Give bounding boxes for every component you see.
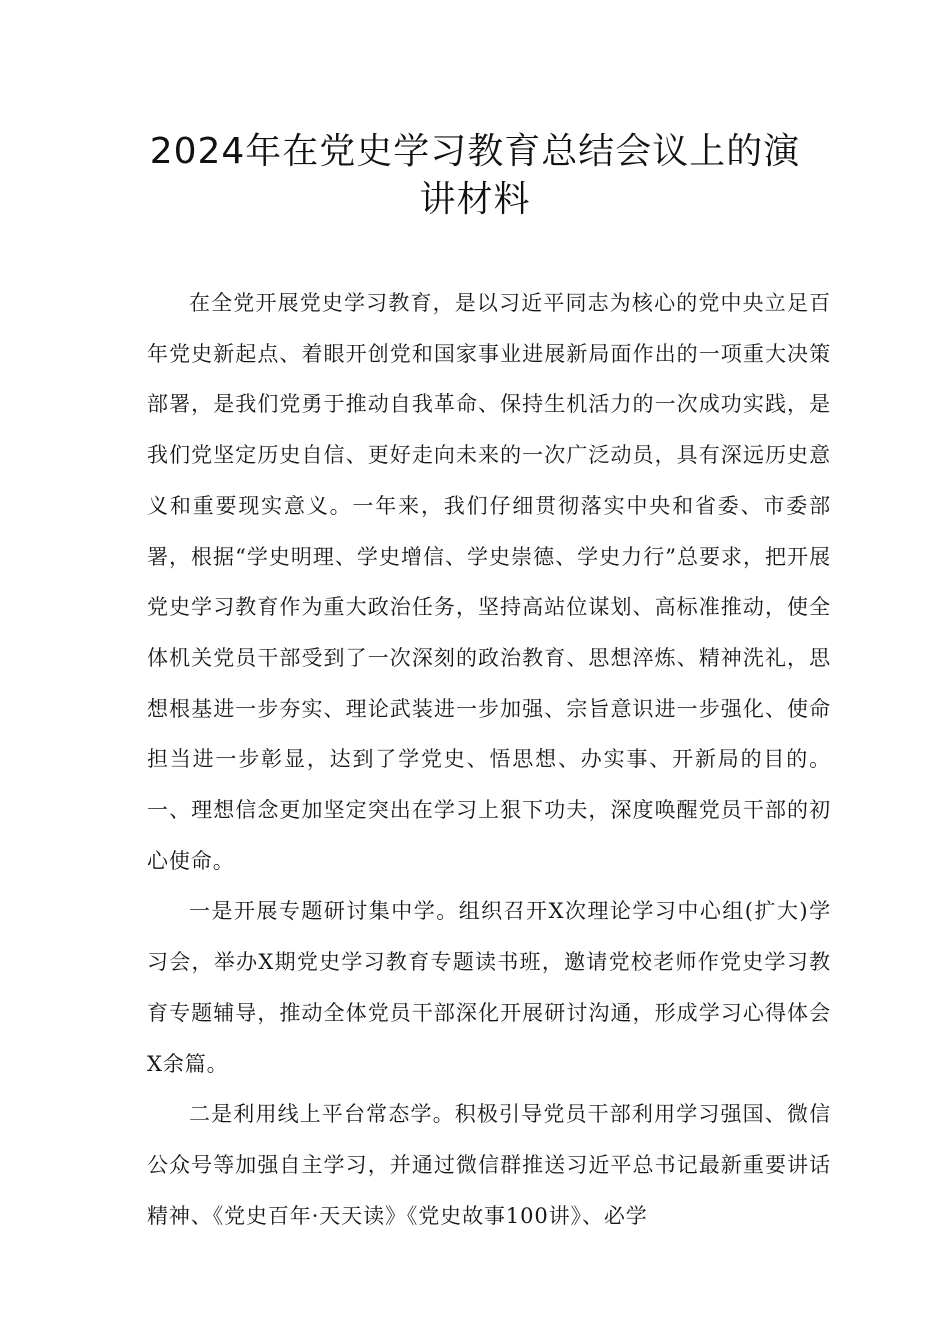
paragraph-intro: 在全党开展党史学习教育，是以习近平同志为核心的党中央立足百年党史新起点、着眼开创党和国家事业进展新局面作出的一项重大决策部署，是我们党勇于推动自我革命、保持生机活力的一次成功实践，是我们党坚定历史自信、更好走向未来的一次广泛动员，具有深远历史意义和重要现实意义。一年来，我们仔细贯彻落实中央和省委、市委部署，根据“学史明理、学史增信、学史崇德、学史力行”总要求，把开展党史学习教育作为重大政治任务，坚持高站位谋划、高标准推动，使全体机关党员干部受到了一次深刻的政治教育、思想淬炼、精神洗礼，思想根基进一步夯实、理论武装进一步加强、宗旨意识进一步强化、使命担当进一步彰显，达到了学党史、悟思想、办实事、开新局的目的。一、理想信念更加坚定突出在学习上狠下功夫，深度唤醒党员干部的初心使命。 bbox=[147, 291, 831, 873]
title-line-2: 讲材料 bbox=[419, 179, 531, 220]
title-line-1: 2024年在党史学习教育总结会议上的演 bbox=[149, 131, 801, 172]
paragraph-point-2: 二是利用线上平台常态学。积极引导党员干部利用学习强国、微信公众号等加强自主学习，并通过微信群推送习近平总书记最新重要讲话精神、《党史百年·天天读》《党史故事100讲》、必学 bbox=[147, 1102, 831, 1228]
document-title bbox=[100, 128, 850, 224]
paragraph-point-1: 一是开展专题研讨集中学。组织召开X次理论学习中心组(扩大)学习会，举办X期党史学习教育专题读书班，邀请党校老师作党史学习教育专题辅导，推动全体党员干部深化开展研讨沟通，形成学习心得体会X余篇。 bbox=[147, 899, 831, 1076]
document-body bbox=[147, 278, 831, 1241]
